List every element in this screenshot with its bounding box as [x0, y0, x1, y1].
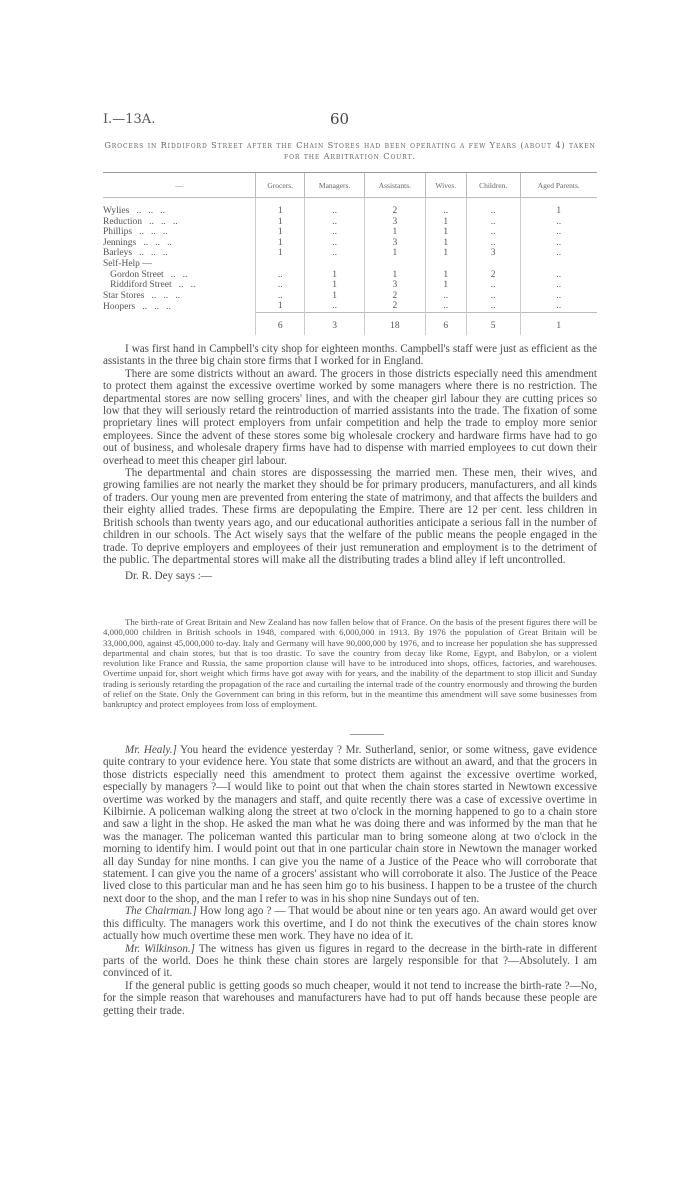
table-cell: 1: [305, 270, 364, 281]
table-cell: ..: [520, 280, 597, 291]
table-cell: ..: [256, 291, 305, 302]
statement-text: [103, 343, 597, 583]
table-row: [103, 227, 597, 238]
total-cell: [103, 312, 256, 335]
speaker-name: Mr. Healy.]: [125, 744, 177, 756]
table-cell: 1: [425, 217, 466, 228]
table-cell: ..: [520, 301, 597, 312]
row-label: Hoopers .. .. ..: [103, 301, 171, 312]
table-row: [103, 217, 597, 228]
table-cell: ..: [520, 238, 597, 249]
column-header: Wives.: [425, 173, 466, 198]
table-cell: ..: [520, 227, 597, 238]
total-cell: 1: [520, 312, 597, 335]
table-cell: ..: [425, 301, 466, 312]
section-divider: [350, 734, 384, 735]
table-cell: [364, 259, 425, 270]
quote-intro: Dr. R. Dey says :—: [125, 570, 212, 583]
evidence-paragraph: [103, 744, 597, 905]
column-header: Children.: [466, 173, 520, 198]
table-cell: [305, 259, 364, 270]
table-row: [103, 301, 597, 312]
evidence-text: How long ago ? — That would be about nine or ten years ago. An award would get over this difficulty. The managers work this overtime, and I do not think the executives of the chain stores know actually how much overtime these men work. They have no idea of it.: [103, 905, 597, 943]
paragraph: There are some districts without an award. The grocers in those districts especially need this amendment to protect them against the excessive overtime worked by some managers where there is no restriction. The departmental stores are now selling grocers' lines, and with the cheaper girl labour they are cutting prices so low that they will seriously retard the reintroduction of married assistants into the trade. The fixation of some proprietary lines will protect employers from unfair competition and help the trade to employ more senior employees. Since the advent of these stores some big wholesale crockery and hardware firms have had to go out of business, and wholesale drapery firms have had to dispense with married employees to cut down their overhead to meet this cheaper girl labour.: [103, 367, 597, 467]
table-cell: 1: [305, 291, 364, 302]
table-row: [103, 198, 597, 217]
table-cell: ..: [466, 280, 520, 291]
quoted-passage: [103, 617, 597, 710]
total-cell: 18: [364, 312, 425, 335]
column-header: Aged Parents.: [520, 173, 597, 198]
table-row: [103, 248, 597, 259]
total-cell: 5: [466, 312, 520, 335]
table-cell: ..: [305, 217, 364, 228]
row-label: Phillips .. .. ..: [103, 227, 168, 238]
table-cell: ..: [520, 291, 597, 302]
column-header: Grocers.: [256, 173, 305, 198]
row-label: Star Stores .. .. ..: [103, 290, 181, 301]
table-cell: 1: [256, 248, 305, 259]
row-label: Gordon Street .. ..: [103, 269, 188, 280]
table-cell: ..: [425, 291, 466, 302]
table-row: [103, 238, 597, 249]
table-cell: 3: [466, 248, 520, 259]
table-cell: 2: [364, 301, 425, 312]
row-label: Wylies .. .. ..: [103, 206, 165, 216]
table-row: [103, 259, 597, 270]
evidence-section: [103, 744, 597, 1017]
table-cell: 2: [466, 270, 520, 281]
table-cell: 1: [364, 270, 425, 281]
table-cell: ..: [305, 248, 364, 259]
table-cell: ..: [466, 198, 520, 217]
evidence-text: You heard the evidence yesterday ? Mr. Sutherland, senior, or some witness, gave evidence quite contrary to your evidence here. You state that some districts are without an award, and that the grocers in those districts especially need this amendment to protect them against the excessive overtime worked, especially by managers ?—I would like to point out that when the chain stores started in Newtown excessive overtime was worked by the managers and staff, and quite recently there was a case of excessive overtime in Kilbirnie. A policeman walking along the street at two o'clock in the morning happened to go to a chain store and saw a light in the shop. He asked the man what he was doing there and was informed by the man that he was the manager. The policeman wanted this particular man to bring someone along at two o'clock in the morning to identify him. I would point out that in one particular chain store in Newtown the manager worked all day Sunday for nine months. I can give you the name of a Justice of the Peace who will corroborate that statement. I can give you the name of a grocers' assistant who will corroborate it also. The Justice of the Peace lived close to this particular man and he has seen him go to his business. I happen to be a trustee of the church next door to the shop, and the man I refer to was in his shop nine Sundays out of ten.: [103, 744, 597, 905]
table-cell: ..: [305, 301, 364, 312]
evidence-paragraph: [103, 943, 597, 980]
table-cell: 2: [364, 198, 425, 217]
table-cell: ..: [305, 238, 364, 249]
paragraph: The departmental and chain stores are dispossessing the married men. These men, their wives, and growing families are not nearly the market they should be for primary producers, manufacturers, and all kinds of traders. Our young men are prevented from entering the state of matrimony, and that affects the builders and their eighty allied trades. These firms are depopulating the Empire. There are 12 per cent. less children in British schools than twenty years ago, and our educational authorities anticipate a serious fall in the number of children in our schools. The Act wisely says that the welfare of the public means the people engaged in the trade. To deprive employers and employees of their just remuneration and employment is to the detriment of the public. The departmental stores will make all the distributing trades a blind alley if left uncontrolled.: [103, 467, 597, 566]
table-cell: ..: [466, 238, 520, 249]
table-cell: 1: [425, 270, 466, 281]
row-label: Reduction .. .. ..: [103, 216, 178, 227]
table-cell: 3: [364, 238, 425, 249]
table-cell: 1: [520, 198, 597, 217]
table-cell: ..: [466, 301, 520, 312]
table-cell: 1: [256, 198, 305, 217]
speaker-name: Mr. Wilkinson.]: [125, 942, 195, 955]
table-cell: ..: [305, 198, 364, 217]
table-cell: 3: [364, 217, 425, 228]
table-cell: 1: [364, 248, 425, 259]
table-cell: [425, 259, 466, 270]
row-label: Barleys .. .. ..: [103, 248, 168, 259]
table-cell: 1: [256, 301, 305, 312]
column-header: —: [103, 173, 256, 198]
table-cell: [466, 259, 520, 270]
table-cell: 1: [425, 238, 466, 249]
table-cell: 2: [364, 291, 425, 302]
evidence-paragraph: [103, 980, 597, 1017]
table-cell: 1: [256, 238, 305, 249]
table-cell: [520, 259, 597, 270]
table-cell: 1: [305, 280, 364, 291]
table-cell: 1: [256, 227, 305, 238]
table-row: [103, 270, 597, 281]
table-cell: 1: [425, 248, 466, 259]
table-cell: ..: [520, 270, 597, 281]
total-cell: 6: [425, 312, 466, 335]
table-cell: 3: [364, 280, 425, 291]
evidence-text: The witness has given us figures in regard to the decrease in the birth-rate in different parts of the world. Does he think these chain stores are largely responsible for that ?—Absolutely. I am convinced of it.: [103, 942, 597, 980]
total-cell: 3: [305, 312, 364, 335]
evidence-paragraph: [103, 905, 597, 942]
table-cell: 1: [364, 227, 425, 238]
column-header: Managers.: [305, 173, 364, 198]
column-header: Assistants.: [364, 173, 425, 198]
table-cell: ..: [425, 198, 466, 217]
total-cell: 6: [256, 312, 305, 335]
table-cell: ..: [256, 270, 305, 281]
document-reference: I.—13A.: [103, 112, 156, 127]
table-cell: ..: [305, 227, 364, 238]
quote-text: The birth-rate of Great Britain and New Zealand has now fallen below that of France. On the basis of the present figures there will be 4,000,000 children in British schools in 1948, compared with 6,000,000 in 1913. By 1976 the population of Great Britain will be 33,000,000, against 45,000,000 to-day. Italy and Germany will have 90,000,000 by 1976, and to increase her population she has suppressed departmental and chain stores, but that is too drastic. To save the country from decay like Rome, Egypt, and Babylon, or a violent revolution like France and Russia, the same proportion clause will have to be introduced into shops, offices, factories, and warehouses. Overtime unpaid for, short weight which firms have got away with for years, and the inability of the department to stop illicit and Sunday trading is seriously retarding the propagation of the race and curtailing the internal trade of the country enormously and throwing the burden of relief on the State. Only the Government can bring in this reform, but in the meantime this amendment will save some businesses from bankruptcy and protect employees from loss of employment.: [103, 617, 597, 710]
row-label: Self-Help —: [103, 258, 152, 269]
table-cell: ..: [256, 280, 305, 291]
table-title: Grocers in Riddiford Street after the Chain Stores had been operating a few Years (about 4) taken for the Arbitration Court.: [104, 140, 596, 161]
table-cell: ..: [466, 217, 520, 228]
row-label: Riddiford Street .. ..: [103, 280, 196, 291]
paragraph: I was first hand in Campbell's city shop for eighteen months. Campbell's staff were just as efficient as the assistants in the three big chain store firms that I worked for in England.: [103, 343, 597, 368]
table-cell: ..: [466, 291, 520, 302]
table-cell: 1: [425, 227, 466, 238]
table-row: [103, 280, 597, 291]
totals-row: [103, 312, 597, 335]
page-number: 60: [330, 110, 350, 128]
table-cell: ..: [466, 227, 520, 238]
table-cell: ..: [520, 217, 597, 228]
evidence-text: If the general public is getting goods so much cheaper, would it not tend to increase the birth-rate ?—No, for the simple reason that warehouses and manufacturers have had to put off hands because these people are getting their trade.: [103, 979, 597, 1017]
grocers-table: [103, 172, 597, 335]
table-header-row: [103, 173, 597, 198]
speaker-name: The Chairman.]: [125, 905, 197, 918]
table-cell: 1: [256, 217, 305, 228]
table-cell: [256, 259, 305, 270]
table-cell: 1: [425, 280, 466, 291]
row-label: Jennings .. .. ..: [103, 237, 172, 248]
table-row: [103, 291, 597, 302]
table-cell: ..: [520, 248, 597, 259]
